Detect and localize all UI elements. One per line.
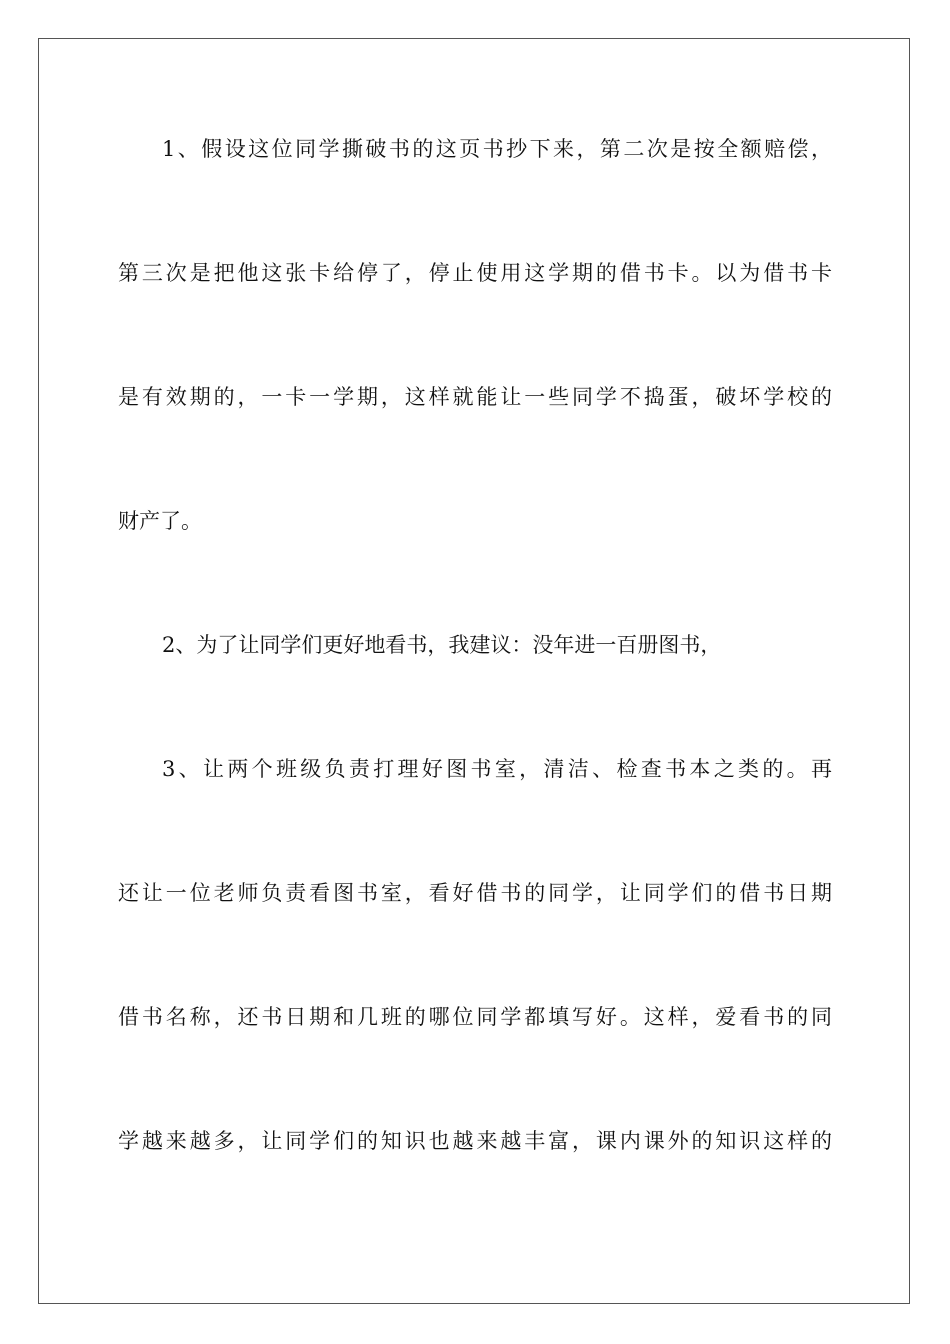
paragraph-3-line-1: 3、让两个班级负责打理好图书室，清洁、检查书本之类的。再 <box>162 757 832 781</box>
paragraph-1-line-1: 1、假设这位同学撕破书的这页书抄下来，第二次是按全额赔偿， <box>162 137 832 161</box>
paragraph-1-line-4: 财产了。 <box>118 509 202 533</box>
paragraph-1-line-3: 是有效期的，一卡一学期，这样就能让一些同学不捣蛋，破坏学校的 <box>118 385 832 409</box>
paragraph-2-line-1: 2、为了让同学们更好地看书，我建议：没年进一百册图书， <box>162 633 722 657</box>
paragraph-3-line-3: 借书名称，还书日期和几班的哪位同学都填写好。这样，爱看书的同 <box>118 1005 832 1029</box>
paragraph-1-line-2: 第三次是把他这张卡给停了，停止使用这学期的借书卡。以为借书卡 <box>118 261 832 285</box>
paragraph-3-line-4: 学越来越多，让同学们的知识也越来越丰富，课内课外的知识这样的 <box>118 1129 832 1153</box>
paragraph-3-line-2: 还让一位老师负责看图书室，看好借书的同学，让同学们的借书日期 <box>118 881 832 905</box>
page-border <box>38 38 910 1304</box>
